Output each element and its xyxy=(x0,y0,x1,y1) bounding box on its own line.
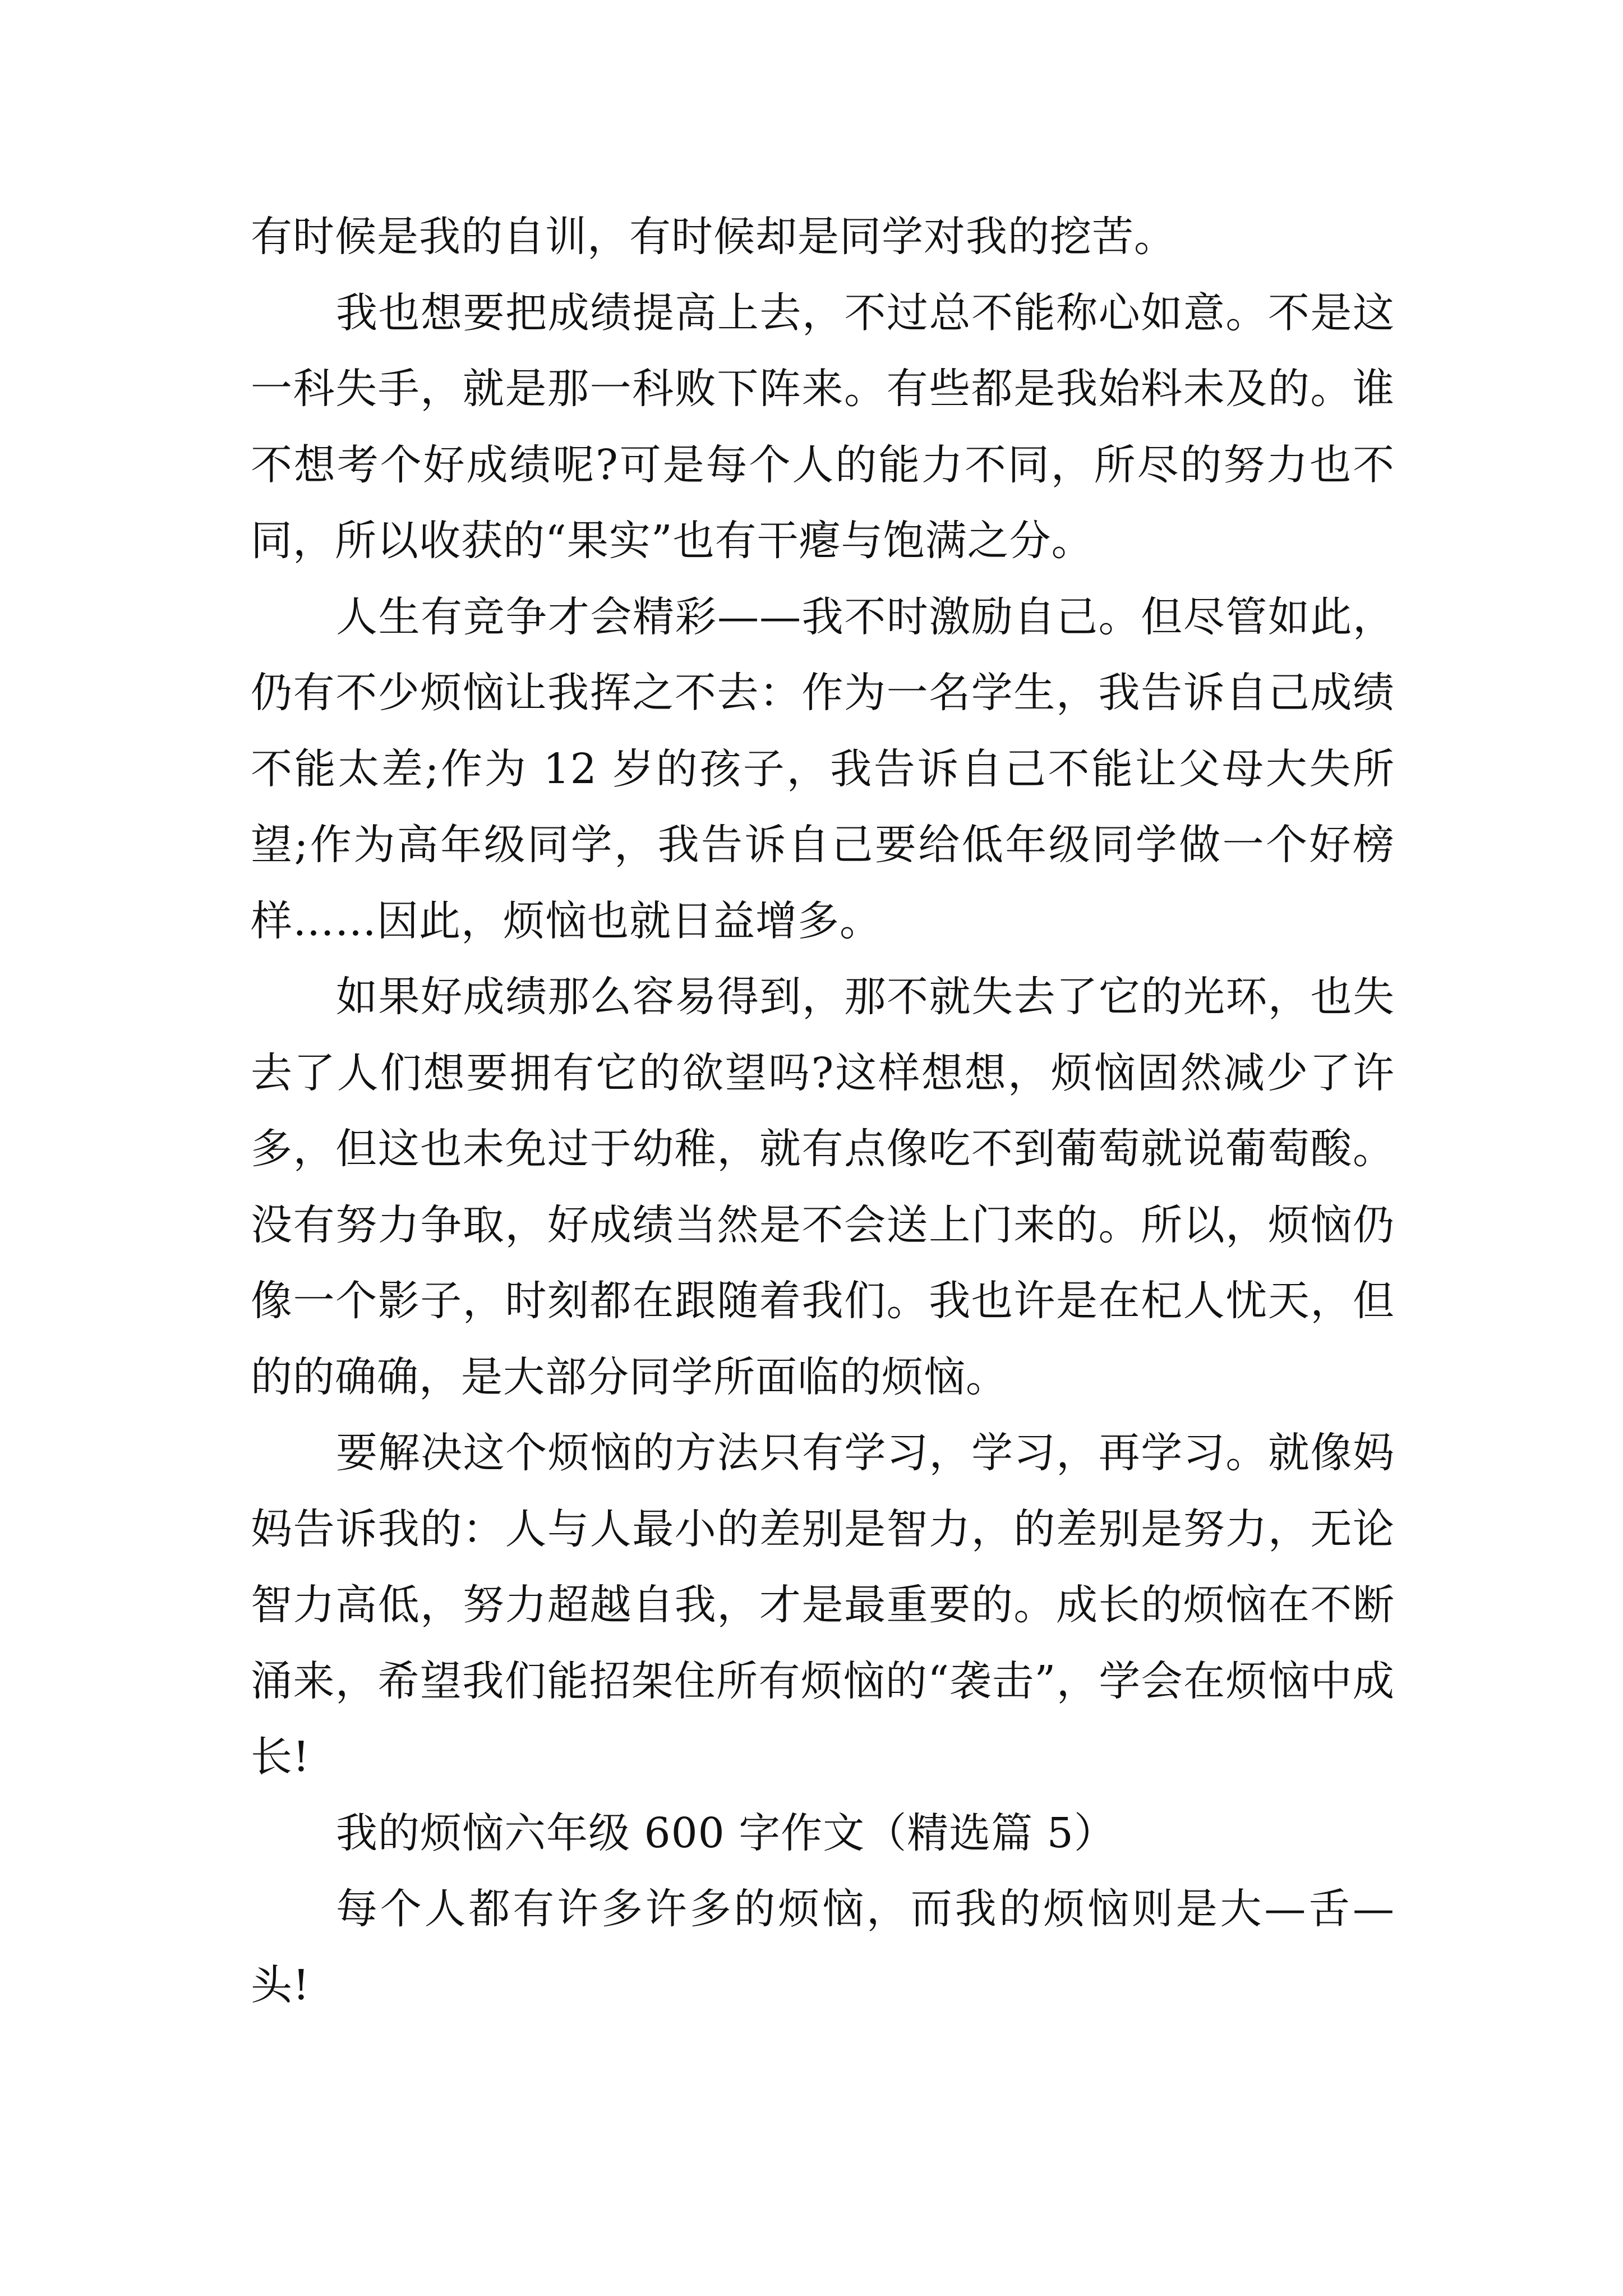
paragraph-continuation: 有时候是我的自训，有时候却是同学对我的挖苦。 xyxy=(251,213,1176,261)
body-text xyxy=(251,199,1395,2023)
paragraph-solution: 要解决这个烦恼的方法只有学习，学习，再学习。就像妈妈告诉我的：人与人最小的差别是智力，的差别是努力，无论智力高低，努力超越自我，才是最重要的。成长的烦恼在不断涌来，希望我们能招架住所有烦恼的“袭击”，学会在烦恼中成长! xyxy=(251,1429,1395,1781)
paragraph-opening: 每个人都有许多许多的烦恼，而我的烦恼则是大—舌—头! xyxy=(251,1885,1395,2009)
essay-heading: 我的烦恼六年级 600 字作文（精选篇 5） xyxy=(336,1809,1116,1857)
paragraph-good-grades: 如果好成绩那么容易得到，那不就失去了它的光环，也失去了人们想要拥有它的欲望吗?这样想想，烦恼固然减少了许多，但这也未免过于幼稚，就有点像吃不到葡萄就说葡萄酸。没有努力争取，好成绩当然是不会送上门来的。所以，烦恼仍像一个影子，时刻都在跟随着我们。我也许是在杞人忧天，但的的确确，是大部分同学所面临的烦恼。 xyxy=(251,973,1395,1401)
paragraph-competition: 人生有竞争才会精彩——我不时激励自己。但尽管如此，仍有不少烦恼让我挥之不去：作为一名学生，我告诉自己成绩不能太差;作为 12 岁的孩子，我告诉自己不能让父母大失所望;作为高年级同学，我告诉自己要给低年级同学做一个好榜样……因此，烦恼也就日益增多。 xyxy=(251,592,1395,945)
paragraph-grades: 我也想要把成绩提高上去，不过总不能称心如意。不是这一科失手，就是那一科败下阵来。有些都是我始料未及的。谁不想考个好成绩呢?可是每个人的能力不同，所尽的努力也不同，所以收获的“果实”也有干瘪与饱满之分。 xyxy=(251,288,1395,565)
